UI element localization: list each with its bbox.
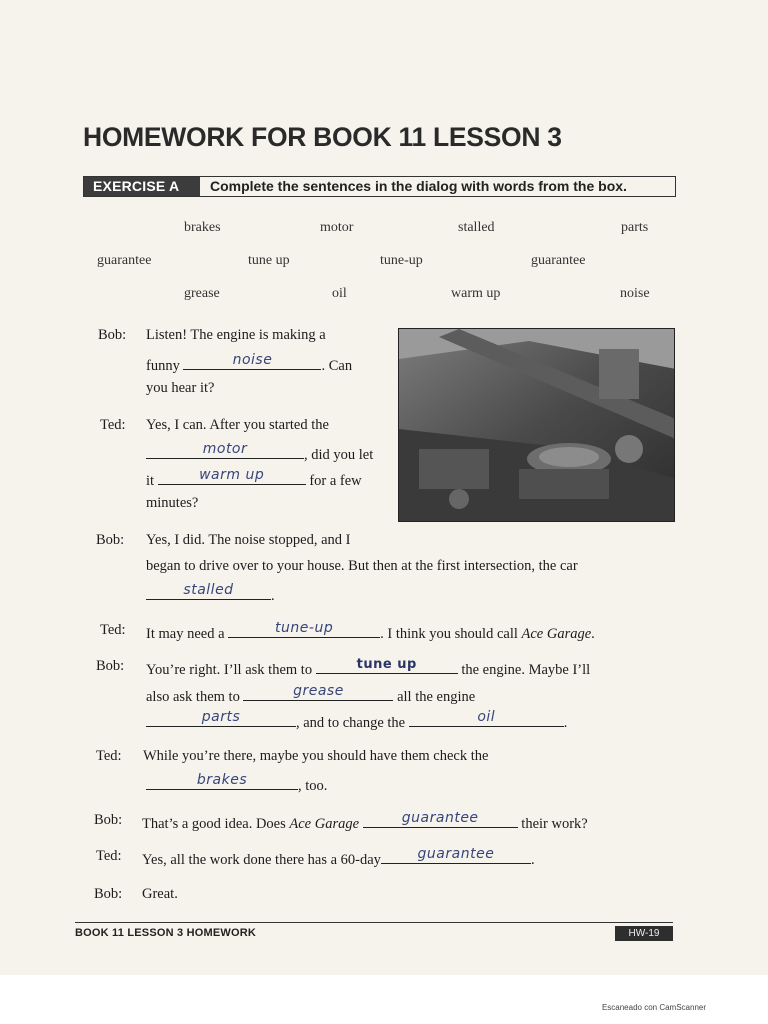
dialog-text: . — [271, 588, 275, 604]
word-box-item: guarantee — [531, 253, 586, 268]
answer-blank[interactable] — [158, 469, 306, 485]
answer-blank[interactable] — [363, 812, 518, 828]
dialog-text: While you’re there, maybe you should have them check the — [143, 748, 489, 764]
speaker-label: Bob: — [94, 812, 123, 828]
dialog-text: began to drive over to your house. But then at the first intersection, the car — [146, 558, 578, 574]
dialog-text: their work? — [521, 816, 588, 832]
handwritten-answer: tune-up — [275, 620, 334, 636]
word-box-item: noise — [620, 286, 650, 301]
answer-blank[interactable] — [243, 685, 393, 701]
dialog-text — [146, 658, 590, 679]
dialog-text: . — [530, 852, 535, 868]
dialog-text: also ask them to — [146, 689, 240, 705]
dialog-text — [146, 354, 352, 375]
handwritten-answer: oil — [477, 709, 496, 725]
dialog-text: . — [563, 715, 568, 731]
dialog-text: Great. — [142, 886, 178, 902]
answer-blank[interactable] — [228, 622, 380, 638]
word-box-item: stalled — [458, 220, 495, 235]
page-title: HOMEWORK FOR BOOK 11 LESSON 3 — [83, 122, 562, 152]
footer-title: BOOK 11 LESSON 3 HOMEWORK — [75, 927, 257, 939]
handwritten-answer: warm up — [199, 467, 265, 483]
word-box-item: parts — [621, 220, 649, 235]
dialog-text: Yes, all the work done there has a 60-day — [142, 852, 381, 868]
exercise-header — [83, 176, 676, 197]
handwritten-answer: noise — [232, 352, 273, 368]
speaker-label: Ted: — [100, 622, 126, 638]
dialog-text: . I think you should call — [380, 626, 518, 642]
answer-blank[interactable] — [146, 711, 296, 727]
handwritten-answer: brakes — [196, 772, 248, 788]
answer-blank[interactable] — [183, 354, 321, 370]
dialog-text: all the engine — [397, 689, 476, 705]
answer-blank[interactable] — [146, 774, 298, 790]
dialog-text — [142, 812, 588, 833]
dialog-text: funny — [146, 358, 180, 374]
garage-name: Ace Garage — [289, 816, 360, 832]
garage-name: Ace Garage — [521, 626, 592, 642]
scanner-watermark: Escaneado con CamScanner — [601, 1003, 706, 1012]
dialog-text — [146, 711, 567, 732]
exercise-instruction: Complete the sentences in the dialog with words from the box. — [210, 178, 627, 194]
word-box-item: brakes — [184, 220, 221, 235]
dialog-text — [146, 469, 362, 490]
answer-blank[interactable] — [146, 584, 271, 600]
handwritten-answer: motor — [202, 441, 248, 457]
dialog-text: . Can — [321, 358, 353, 374]
speaker-label: Bob: — [96, 658, 125, 674]
dialog-text: the engine. Maybe I’ll — [461, 662, 591, 678]
engine-photo — [398, 328, 675, 522]
dialog-text — [146, 774, 327, 795]
word-box-item: oil — [332, 286, 347, 301]
answer-blank[interactable] — [381, 848, 531, 864]
dialog-text: It may need a — [146, 626, 225, 642]
dialog-text: You’re right. I’ll ask them to — [146, 662, 313, 678]
dialog-text: you hear it? — [146, 380, 215, 396]
dialog-text: Yes, I did. The noise stopped, and I — [146, 532, 351, 548]
dialog-text: it — [146, 473, 155, 489]
dialog-text — [146, 584, 275, 605]
speaker-label: Bob: — [96, 532, 125, 548]
speaker-label: Ted: — [96, 848, 122, 864]
handwritten-answer: parts — [201, 709, 241, 725]
dialog-text — [146, 685, 475, 706]
dialog-text: . — [591, 626, 595, 642]
answer-blank[interactable] — [146, 443, 304, 459]
handwritten-answer: guarantee — [417, 846, 495, 862]
dialog-text: , and to change the — [296, 715, 406, 731]
dialog-text: minutes? — [146, 495, 199, 511]
handwritten-answer: tune up — [356, 657, 417, 672]
speaker-label: Bob: — [94, 886, 123, 902]
dialog-text: for a few — [309, 473, 362, 489]
word-box-item: warm up — [451, 286, 501, 301]
word-box-item: motor — [320, 220, 354, 235]
answer-blank[interactable] — [316, 658, 458, 674]
dialog-text: That’s a good idea. Does — [142, 816, 286, 832]
handwritten-answer: guarantee — [401, 810, 479, 826]
dialog-text — [142, 848, 535, 869]
word-box — [90, 214, 670, 308]
word-box-item: guarantee — [97, 253, 152, 268]
dialog-text: Yes, I can. After you started the — [146, 417, 329, 433]
word-box-item: grease — [184, 286, 220, 301]
handwritten-answer: stalled — [183, 582, 234, 598]
footer-divider — [75, 922, 673, 923]
speaker-label: Ted: — [96, 748, 122, 764]
dialog-text — [146, 443, 373, 464]
answer-blank[interactable] — [409, 711, 564, 727]
speaker-label: Ted: — [100, 417, 126, 433]
speaker-label: Bob: — [98, 327, 127, 343]
dialog-text — [146, 622, 595, 643]
word-box-item: tune-up — [380, 253, 423, 268]
dialog-text: , did you let — [304, 447, 374, 463]
page-number-badge: HW-19 — [615, 926, 673, 941]
exercise-label: EXERCISE A — [84, 177, 200, 196]
word-box-item: tune up — [248, 253, 290, 268]
handwritten-answer: grease — [293, 683, 344, 699]
dialog-text: , too. — [298, 778, 328, 794]
dialog-text: Listen! The engine is making a — [146, 327, 326, 343]
